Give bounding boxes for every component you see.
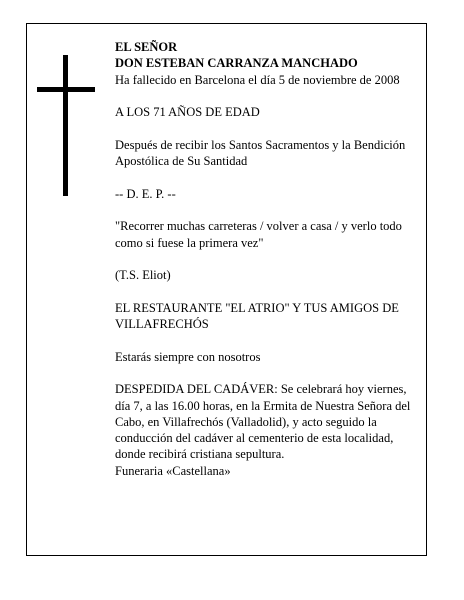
deceased-name: DON ESTEBAN CARRANZA MANCHADO — [115, 56, 358, 71]
cross-icon — [63, 55, 68, 196]
quote: "Recorrer muchas carreteras / volver a casa / y verlo todo como si fuese la primera vez" — [115, 219, 402, 250]
from-line: EL RESTAURANTE "EL ATRIO" Y TUS AMIGOS DE VILLAFRECHÓS — [115, 300, 399, 332]
rip-line: -- D. E. P. -- — [115, 186, 176, 201]
title-line-1: EL SEÑOR — [115, 40, 178, 54]
death-info: Ha fallecido en Barcelona el día 5 de noviembre de 2008 — [115, 72, 400, 87]
age-line: A LOS 71 AÑOS DE EDAD — [115, 105, 260, 120]
farewell-prefix: DESPEDIDA DEL CADÁVER: — [115, 382, 278, 397]
quote-author: (T.S. Eliot) — [115, 268, 171, 283]
farewell-paragraph — [115, 381, 411, 462]
funeral-home: Funeraria «Castellana» — [115, 463, 231, 478]
message-line: Estarás siempre con nosotros — [115, 349, 261, 364]
cross-icon-bar — [37, 87, 95, 92]
obituary-text — [115, 39, 411, 479]
farewell-text: Se celebrará hoy viernes, día 7, a las 16.00 horas, en la Ermita de Nuestra Señora del Cabo, en Villafrechós (Valladolid), y acto seguido la conducción del cadáver al cementerio de esta localidad, donde recibirá cristiana sepultura. — [115, 382, 411, 462]
sacraments-line: Después de recibir los Santos Sacramentos y la Bendición Apostólica de Su Santidad — [115, 137, 406, 169]
